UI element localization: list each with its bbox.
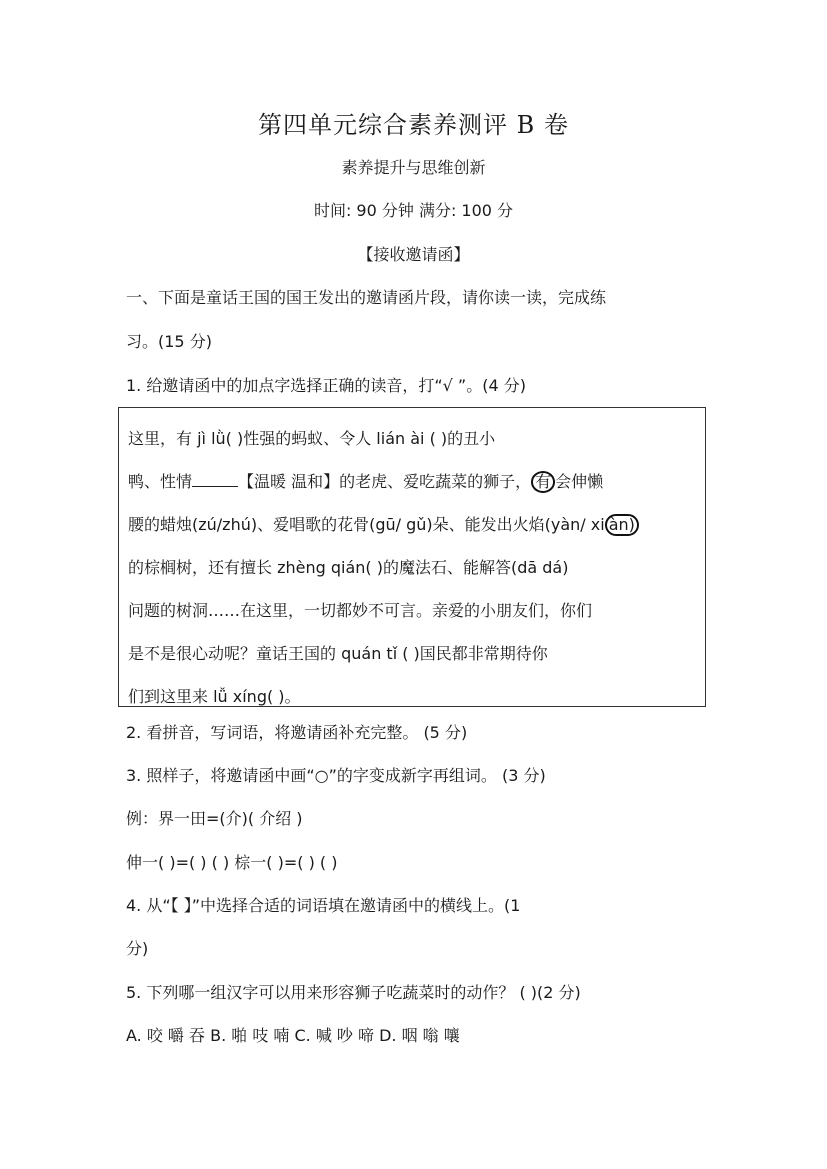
question-1-line-1: 一、下面是童话王国的国王发出的邀请函片段，请你读一读，完成练 xyxy=(126,288,607,307)
sub-question-3: 3. 照样子，将邀请函中画“○”的字变成新字再组词。 (3 分) xyxy=(126,766,546,785)
circled-pinyin: àn) xyxy=(605,514,639,536)
invitation-line-1: 这里，有 jì lǜ( )性强的蚂蚁、令人 lián ài ( )的丑小 xyxy=(128,429,496,448)
invitation-line-3 xyxy=(128,512,639,536)
page-title: 第四单元综合素养测评 B 卷 xyxy=(258,111,569,139)
time-info: 时间: 90 分钟 满分: 100 分 xyxy=(313,201,514,220)
sub-question-2: 2. 看拼音，写词语，将邀请函补充完整。 (5 分) xyxy=(126,723,468,742)
sub-question-4-line-2: 分) xyxy=(126,939,149,958)
page-subtitle: 素养提升与思维创新 xyxy=(341,158,486,177)
sub-question-4-line-1: 4. 从“【 】”中选择合适的词语填在邀请函中的横线上。(1 xyxy=(126,896,521,915)
invitation-line-2 xyxy=(128,469,603,493)
circled-character: 有 xyxy=(531,471,555,493)
sub-question-1: 1. 给邀请函中的加点字选择正确的读音，打“√ ”。(4 分) xyxy=(126,376,526,395)
answer-blank[interactable] xyxy=(192,472,238,487)
sub-question-5: 5. 下列哪一组汉字可以用来形容狮子吃蔬菜时的动作？ ( )(2 分) xyxy=(126,983,581,1002)
example-line: 例：界一田=(介)( 介绍 ) xyxy=(126,809,303,828)
question-1-line-2: 习。(15 分) xyxy=(126,332,212,351)
section-heading: 【接收邀请函】 xyxy=(357,245,470,264)
invitation-line-2-mid: 【温暖 温和】的老虎、爱吃蔬菜的狮子， xyxy=(238,472,532,491)
answer-options: A. 咬 嚼 吞 B. 啪 吱 喃 C. 喊 吵 啼 D. 咽 嗡 嚷 xyxy=(126,1026,460,1045)
invitation-line-7: 们到这里来 lǚ xíng( )。 xyxy=(128,687,301,706)
invitation-line-2-start: 鸭、性情 xyxy=(128,472,193,491)
invitation-line-6: 是不是很心动呢？童话王国的 quán tǐ ( )国民都非常期待你 xyxy=(128,644,548,663)
invitation-line-5: 问题的树洞……在这里，一切都妙不可言。亲爱的小朋友们，你们 xyxy=(128,601,593,620)
invitation-box xyxy=(118,407,706,707)
invitation-line-2-end: 会伸懒 xyxy=(555,472,604,491)
invitation-line-3-text: 腰的蜡烛(zú/zhú)、爱唱歌的花骨(gū/ gǔ)朵、能发出火焰(yàn/ xi xyxy=(128,515,605,534)
fill-in-row: 伸一( )=( ) ( ) 棕一( )=( ) ( ) xyxy=(126,853,338,872)
invitation-line-4: 的棕榈树，还有擅长 zhèng qián( )的魔法石、能解答(dā dá) xyxy=(128,558,569,577)
